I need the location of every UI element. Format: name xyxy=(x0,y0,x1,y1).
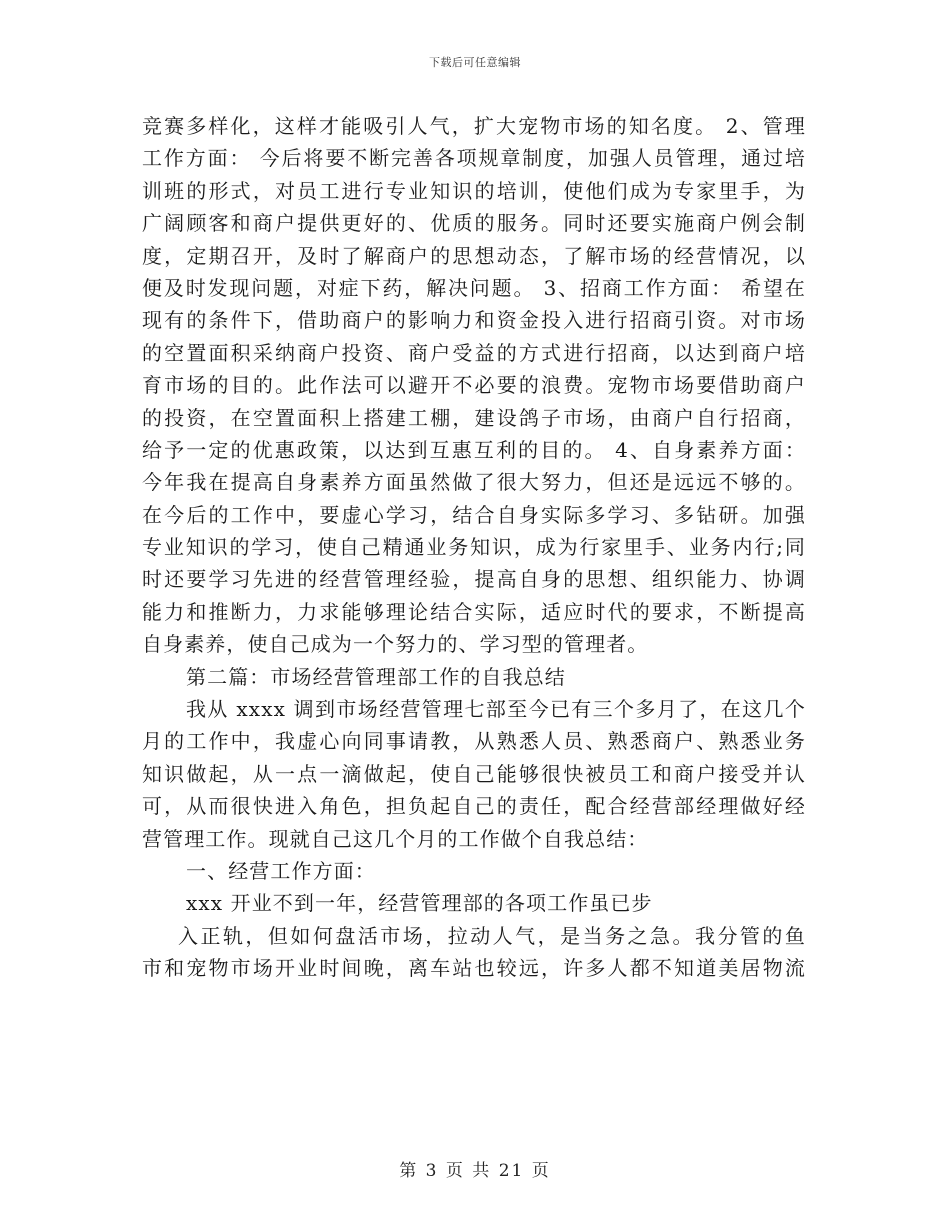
paragraph-line: 知识做起，从一点一滴做起，使自己能够很快被员工和商户接受并认 xyxy=(142,761,806,786)
paragraph-line: 自身素养，使自己成为一个努力的、学习型的管理者。 xyxy=(142,632,649,657)
paragraph-line: 时还要学习先进的经营管理经验，提高自身的思想、组织能力、协调 xyxy=(142,567,806,592)
paragraph-line: 广阔顾客和商户提供更好的、优质的服务。同时还要实施商户例会制 xyxy=(142,211,806,236)
document-body xyxy=(142,110,806,985)
paragraph-line: 我从 xxxx 调到市场经营管理七部至今已有三个多月了，在这几个 xyxy=(186,697,806,722)
paragraph-line: 的投资，在空置面积上搭建工棚，建设鸽子市场，由商户自行招商， xyxy=(142,405,806,430)
paragraph-line: 工作方面： 今后将要不断完善各项规章制度，加强人员管理，通过培 xyxy=(142,146,806,171)
paragraph-line: 度，定期召开，及时了解商户的思想动态，了解市场的经营情况，以 xyxy=(142,243,806,268)
page-header: 下载后可任意编辑 xyxy=(429,56,521,69)
paragraph-line: 竞赛多样化，这样才能吸引人气，扩大宠物市场的知名度。 2、管理 xyxy=(142,114,806,138)
paragraph-line: 今年我在提高自身素养方面虽然做了很大努力，但还是远远不够的。 xyxy=(142,470,806,495)
paragraph-line: 能力和推断力，力求能够理论结合实际，适应时代的要求，不断提高 xyxy=(142,599,806,624)
paragraph-line: 在今后的工作中，要虚心学习，结合自身实际多学习、多钻研。加强 xyxy=(142,502,806,527)
paragraph-line: xxx 开业不到一年，经营管理部的各项工作虽已步 xyxy=(186,891,653,916)
paragraph-line: 营管理工作。现就自己这几个月的工作做个自我总结： xyxy=(142,826,649,851)
section-title: 第二篇：市场经营管理部工作的自我总结 xyxy=(186,664,566,689)
paragraph-line: 月的工作中，我虚心向同事请教，从熟悉人员、熟悉商户、熟悉业务 xyxy=(142,729,806,754)
paragraph-line: 入正轨，但如何盘活市场，拉动人气，是当务之急。我分管的鱼 xyxy=(178,923,806,948)
paragraph-line: 训班的形式，对员工进行专业知识的培训，使他们成为专家里手，为 xyxy=(142,178,806,203)
paragraph-line: 专业知识的学习，使自己精通业务知识，成为行家里手、业务内行;同 xyxy=(142,535,806,560)
paragraph-line: 育市场的目的。此作法可以避开不必要的浪费。宠物市场要借助商户 xyxy=(142,373,806,398)
paragraph-line: 给予一定的优惠政策，以达到互惠互利的目的。 4、自身素养方面： xyxy=(142,437,806,462)
paragraph-line: 现有的条件下，借助商户的影响力和资金投入进行招商引资。对市场 xyxy=(142,308,806,333)
paragraph-line: 的空置面积采纳商户投资、商户受益的方式进行招商，以达到商户培 xyxy=(142,340,806,365)
page-footer: 第 3 页 共 21 页 xyxy=(399,1161,551,1181)
paragraph-line: 便及时发现问题，对症下药，解决问题。 3、招商工作方面： 希望在 xyxy=(142,275,806,300)
paragraph-line: 市和宠物市场开业时间晚，离车站也较远，许多人都不知道美居物流 xyxy=(142,956,806,981)
subheading: 一、经营工作方面： xyxy=(186,858,376,883)
paragraph-line: 可，从而很快进入角色，担负起自己的责任，配合经营部经理做好经 xyxy=(142,794,806,819)
